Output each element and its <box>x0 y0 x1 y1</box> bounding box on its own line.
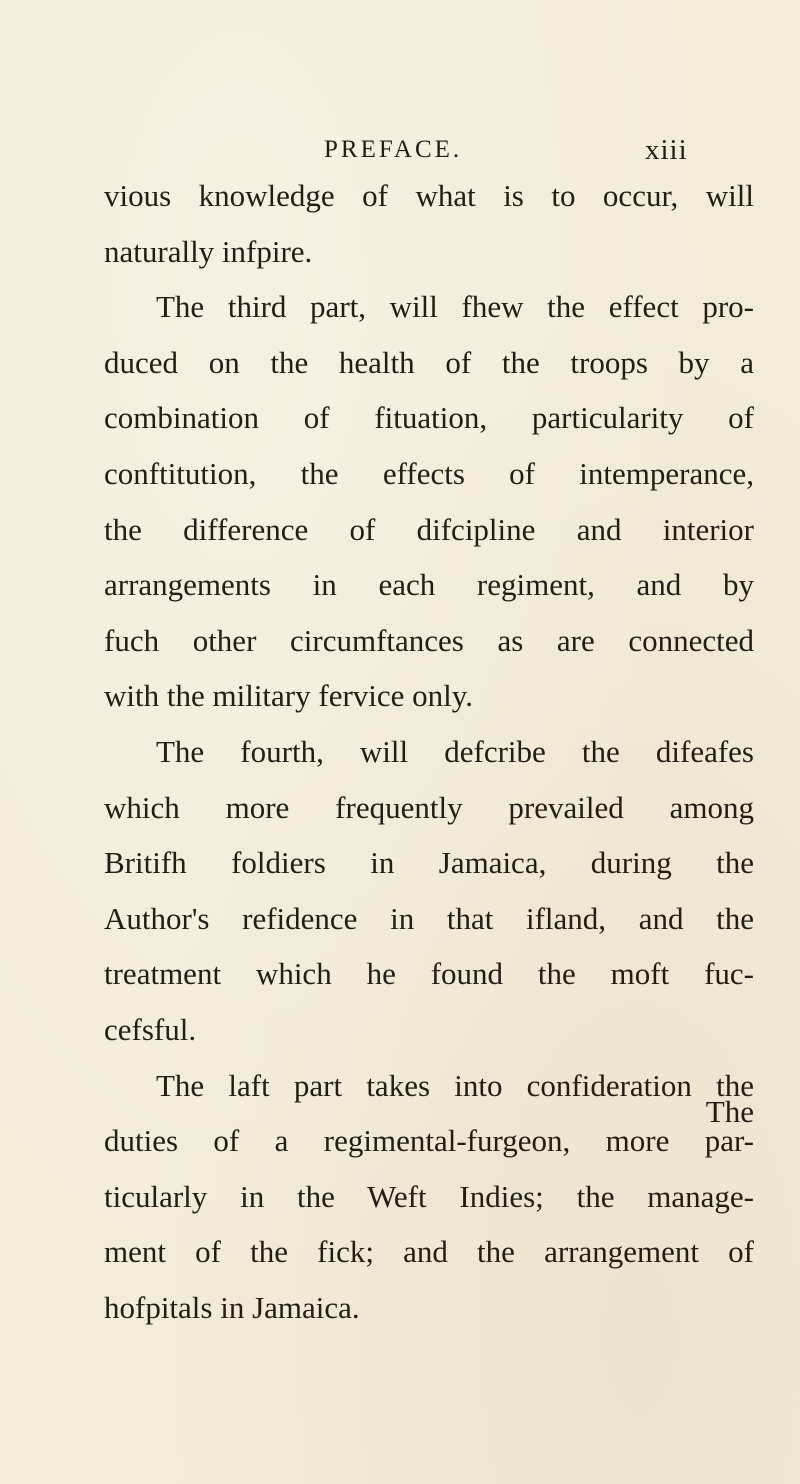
text-line: naturally infpire. <box>104 233 313 269</box>
text-line: hofpitals in Jamaica. <box>104 1289 360 1325</box>
text-line: Author's refidence in that ifland, and the <box>104 900 754 936</box>
text-line: with the military fervice only. <box>104 678 474 714</box>
text-line: vious knowledge of what is to occur, will <box>104 178 754 213</box>
text-line: conftitution, the effects of intemperance, <box>104 455 754 491</box>
text-line: ticularly in the Weft Indies; the manage- <box>104 1178 754 1214</box>
text-line: Britifh foldiers in Jamaica, during the <box>104 845 754 881</box>
text-line: The laft part takes into confideration the <box>156 1067 754 1103</box>
text-line: arrangements in each regiment, and by <box>104 567 754 603</box>
page-number: xiii <box>645 134 688 166</box>
text-line: duties of a regimental-furgeon, more par- <box>104 1123 754 1159</box>
text-line: duced on the health of the troops by a <box>104 344 754 380</box>
text-line: the difference of difcipline and interior <box>104 511 754 547</box>
text-line: The third part, will fhew the effect pro- <box>156 289 754 325</box>
text-line: combination of fituation, particularity of <box>104 400 754 436</box>
body-text <box>104 168 754 1335</box>
running-head: PREFACE. <box>324 136 463 163</box>
text-line: cefsful. <box>104 1011 197 1047</box>
text-line: The fourth, will defcribe the difeafes <box>156 733 754 769</box>
text-line: treatment which he found the moft fuc- <box>104 956 754 992</box>
catchword: The <box>705 1094 754 1129</box>
text-line: fuch other circumftances as are connected <box>104 622 754 658</box>
text-line: which more frequently prevailed among <box>104 789 754 825</box>
text-line: ment of the fick; and the arrangement of <box>104 1234 754 1270</box>
